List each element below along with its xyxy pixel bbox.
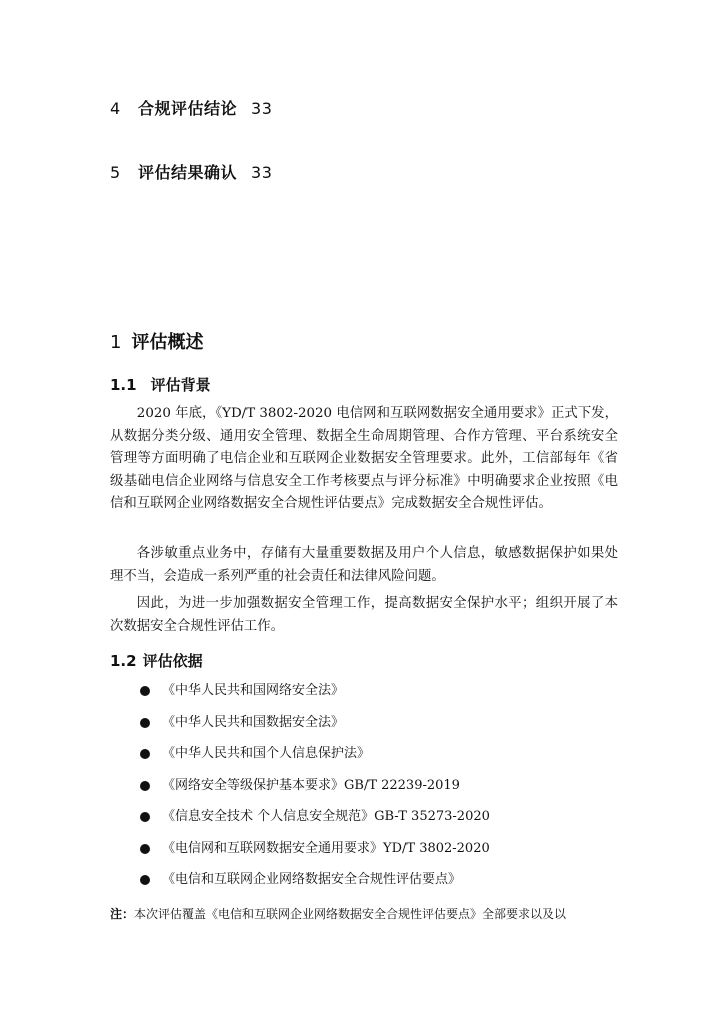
section-title: 评估概述 — [131, 332, 204, 353]
toc-entry-title: 合规评估结论 — [138, 99, 238, 118]
list-item: 《电信网和互联网数据安全通用要求》YD/T 3802-2020 — [110, 838, 620, 870]
bullet-icon — [140, 686, 150, 696]
list-item: 《电信和互联网企业网络数据安全合规性评估要点》 — [110, 869, 620, 901]
list-item: 《中华人民共和国数据安全法》 — [110, 712, 620, 744]
bullet-icon — [140, 718, 150, 728]
list-item: 《中华人民共和国网络安全法》 — [110, 680, 620, 712]
note-text: 本次评估覆盖《电信和互联网企业网络数据安全合规性评估要点》全部要求以及以 — [134, 907, 567, 921]
note-label: 注： — [110, 907, 135, 921]
toc-entry-page: 33 — [251, 99, 273, 118]
toc-entry-4[interactable] — [110, 96, 272, 119]
section-number: 1.1 — [110, 376, 137, 394]
list-item: 《信息安全技术 个人信息安全规范》GB-T 35273-2020 — [110, 806, 620, 838]
section-heading-1-1 — [110, 374, 211, 395]
toc-entry-page: 33 — [251, 163, 273, 182]
bullet-icon — [140, 749, 150, 759]
section-number: 1 — [110, 332, 122, 353]
toc-entry-number: 4 — [110, 99, 121, 118]
paragraph-purpose: 因此，为进一步加强数据安全管理工作，提高数据安全保护水平；组织开展了本次数据安全合规性评估工作。 — [110, 596, 618, 634]
toc-entry-title: 评估结果确认 — [138, 163, 238, 182]
section-title: 评估背景 — [150, 376, 211, 394]
section-heading-1-2 — [110, 650, 203, 671]
paragraph-risk: 各涉敏重点业务中，存储有大量重要数据及用户个人信息，敏感数据保护如果处理不当，会造成一系列严重的社会责任和法律风险问题。 — [110, 546, 618, 584]
list-item: 《中华人民共和国个人信息保护法》 — [110, 743, 620, 775]
paragraph-background: 2020 年底，《YD/T 3802-2020 电信网和互联网数据安全通用要求》正式下发，从数据分类分级、通用安全管理、数据全生命周期管理、合作方管理、平台系统安全管理等方面明确了电信企业和互联网企业数据安全管理要求。此外，工信部每年《省级基础电信企业网络与信息安全工作考核要点与评分标准》中明确要求企业按照《电信和互联网企业网络数据安全合规性评估要点》完成数据安全合规性评估。 — [110, 406, 618, 511]
list-item: 《网络安全等级保护基本要求》GB/T 22239-2019 — [110, 775, 620, 807]
section-number: 1.2 — [110, 652, 137, 670]
section-title: 评估依据 — [142, 652, 203, 670]
bullet-icon — [140, 812, 150, 822]
toc-entry-5[interactable] — [110, 160, 272, 183]
bullet-icon — [140, 844, 150, 854]
basis-list — [110, 680, 620, 901]
bullet-icon — [140, 781, 150, 791]
bullet-icon — [140, 875, 150, 885]
toc-entry-number: 5 — [110, 163, 121, 182]
section-heading-1 — [110, 328, 203, 354]
note — [110, 905, 630, 922]
